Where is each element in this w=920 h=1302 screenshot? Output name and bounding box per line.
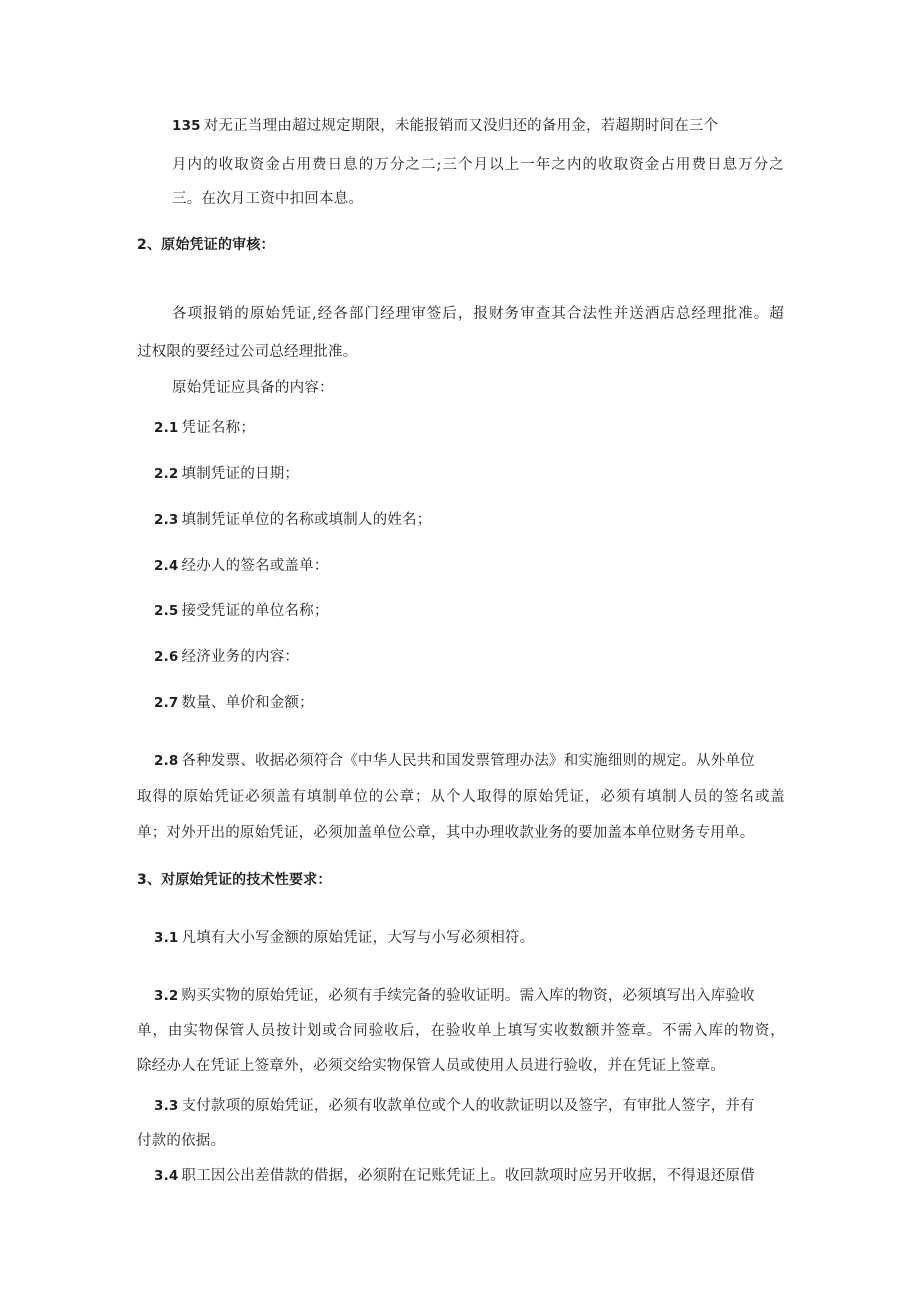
list-item-3-3-line-1: 3.3 支付款项的原始凭证，必须有收款单位或个人的收款证明以及签字，有审批人签字，并有	[154, 1098, 755, 1114]
list-item-3-2-line-3: 除经办人在凭证上签章外，必须交给实物保管人员或使用人员进行验收，并在凭证上签章。	[137, 1058, 725, 1074]
list-item-2-4: 2.4 经办人的签名或盖单：	[154, 558, 329, 574]
list-item-2-2: 2.2 填制凭证的日期；	[154, 466, 300, 482]
para-135-number: 135	[172, 118, 201, 134]
list-item-3-2-line-1: 3.2 购买实物的原始凭证，必须有手续完备的验收证明。需入库的物资，必须填写出入库验收	[154, 988, 755, 1004]
para-135-line-2: 月内的收取资金占用费日息的万分之二;三个月以上一年之内的收取资金占用费日息万分之	[172, 157, 784, 173]
section-2-intro-line-2: 过权限的要经过公司总经理批准。	[137, 344, 358, 360]
list-item-3-2-line-2: 单，由实物保管人员按计划或合同验收后，在验收单上填写实收数额并签章。不需入库的物资，	[137, 1023, 785, 1039]
para-135-line-1: 135 对无正当理由超过规定期限，未能报销而又没归还的备用金，若超期时间在三个	[172, 118, 719, 134]
section-2-heading: 2、原始凭证的审核：	[137, 237, 275, 253]
para-135-line-3: 三。在次月工资中扣回本息。	[172, 191, 364, 207]
list-item-2-8-line-1: 2.8 各种发票、收据必须符合《中华人民共和国发票管理办法》和实施细则的规定。从外单位	[154, 753, 755, 769]
list-item-2-3: 2.3 填制凭证单位的名称或填制人的姓名；	[154, 512, 432, 528]
section-2-contents-label: 原始凭证应具备的内容：	[172, 380, 334, 396]
list-item-2-6: 2.6 经济业务的内容：	[154, 649, 300, 665]
list-item-2-8-line-3: 单；对外开出的原始凭证，必须加盖单位公章，其中办理收款业务的要加盖本单位财务专用单。	[137, 825, 755, 841]
list-item-2-5: 2.5 接受凭证的单位名称；	[154, 603, 329, 619]
list-item-2-7: 2.7 数量、单价和金额；	[154, 695, 314, 711]
list-item-3-4-line-1: 3.4 职工因公出差借款的借据，必须附在记账凭证上。收回款项时应另开收据，不得退还原借	[154, 1168, 755, 1184]
list-item-2-1: 2.1 凭证名称；	[154, 420, 256, 436]
section-2-intro-line-1: 各项报销的原始凭证,经各部门经理审签后，报财务审查其合法性并送酒店总经理批准。超	[172, 306, 784, 322]
section-3-heading: 3、对原始凭证的技术性要求：	[137, 872, 332, 888]
list-item-3-3-line-2: 付款的依据。	[137, 1133, 226, 1149]
list-item-3-1: 3.1 凡填有大小写金额的原始凭证，大写与小写必须相符。	[154, 930, 535, 946]
list-item-2-8-line-2: 取得的原始凭证必须盖有填制单位的公章；从个人取得的原始凭证，必须有填制人员的签名或盖	[137, 789, 785, 805]
